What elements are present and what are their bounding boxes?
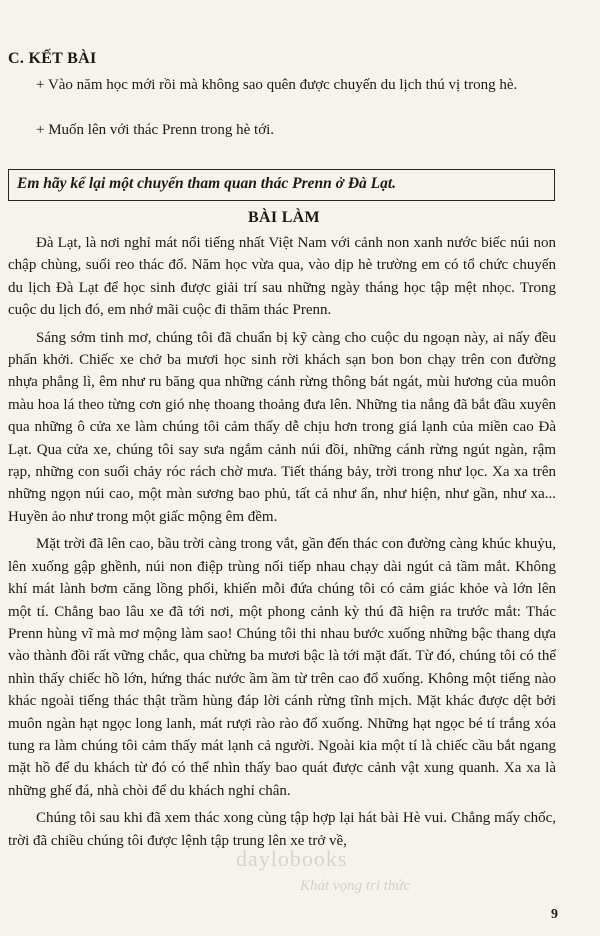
essay-paragraph-4: Chúng tôi sau khi đã xem thác xong cùng tập hợp lại hát bài Hè vui. Chẳng mấy chốc, trời đã chiều chúng tôi được lệnh tập trung lên xe trở về, xyxy=(8,810,556,849)
conclusion-point-1: + Vào năm học mới rồi mà không sao quên được chuyến du lịch thú vị trong hè. xyxy=(36,77,518,93)
essay-prompt-box: Em hãy kể lại một chuyến tham quan thác Prenn ở Đà Lạt. xyxy=(8,169,555,201)
conclusion-heading: C. KẾT BÀI xyxy=(8,50,97,67)
conclusion-point-2: + Muốn lên với thác Prenn trong hè tới. xyxy=(36,122,275,138)
essay-paragraph-1: Đà Lạt, là nơi nghỉ mát nổi tiếng nhất Việt Nam với cảnh non xanh nước biếc núi non chập chùng, suối reo thác đổ. Năm học vừa qua, vào dịp hè trường em có tổ chức chuyến du lịch Đà Lạt để học sinh được giải trí sau những ngày tháng học tập mệt nhọc. Trong cuộc du lịch đó, em nhớ mãi cuộc đi thăm thác Prenn. xyxy=(8,235,556,319)
essay-paragraph-2: Sáng sớm tinh mơ, chúng tôi đã chuẩn bị kỹ càng cho cuộc du ngoạn này, ai nấy đều phấn khởi. Chiếc xe chở ba mươi học sinh rời khách sạn bon bon chạy trên con đường nhựa phẳng lì, êm như ru băng qua những cánh rừng thông bát ngát, mùi hương của muôn màu hoa lá theo từng cơn gió nhẹ thoang thoảng đưa lên. Những tia nắng đã bắt đầu xuyên qua những ô cửa xe làm chúng tôi cảm thấy dễ chịu hơn trong giá lạnh của miền cao Đà Lạt. Qua cửa xe, chúng tôi say sưa ngắm cảnh núi đồi, những cánh rừng ngút ngàn, rậm rạp, những con suối chảy róc rách chờ mưa. Tiết tháng bảy, trời trong như lọc. Xa xa trên những ngọn núi cao, một màn sương bao phủ, tất cả như ẩn, như hiện, như gần, như xa... Huyền ảo như trong một giấc mộng êm đềm. xyxy=(8,329,556,525)
watermark-slogan: Khát vọng tri thức xyxy=(300,878,411,894)
page-number: 9 xyxy=(551,907,558,922)
essay-paragraph-3: Mặt trời đã lên cao, bầu trời càng trong vắt, gần đến thác con đường càng khúc khuỷu, lên xuống gập ghềnh, núi non điệp trùng nối tiếp nhau chạy dài ngút cả tầm mắt. Không khí mát lành bơm căng lồng phổi, khiến mỗi đứa chúng tôi có cảm giác khỏe và lớn lên một tí. Chẳng bao lâu xe đã tới nơi, một phong cảnh kỳ thú đã hiện ra trước mắt: Thác Prenn hùng vĩ mà mơ mộng làm sao! Chúng tôi thi nhau bước xuống những bậc thang dựa vào thành đồi rất vững chắc, qua chừng ba mươi bậc là tới mặt đất. Từ đó, chúng tôi có thể nhìn thấy chiếc hồ lớn, hứng thác nước ầm ầm từ trên cao đổ xuống. Không một tiếng nào khác ngoài tiếng thác thật trầm hùng đáp lời cánh rừng tĩnh mịch. Mặt khác được dệt bởi muôn ngàn hạt ngọc long lanh, mát rượi rào rào đổ xuống. Những hạt ngọc bé tí trắng xóa tung ra làm chúng tôi cảm thấy mát lạnh cả người. Ngoài kia một tí là chiếc cầu bắt ngang mặt hồ để du khách từ đó có thể nhìn thấy bao quát được cảnh vật xung quanh. Xa xa là những ghế đá, nhà chòi để du khách nghỉ chân. xyxy=(8,536,556,799)
watermark-logo: daylobooks xyxy=(236,846,348,871)
essay-body xyxy=(8,232,556,857)
essay-title: BÀI LÀM xyxy=(248,209,320,226)
